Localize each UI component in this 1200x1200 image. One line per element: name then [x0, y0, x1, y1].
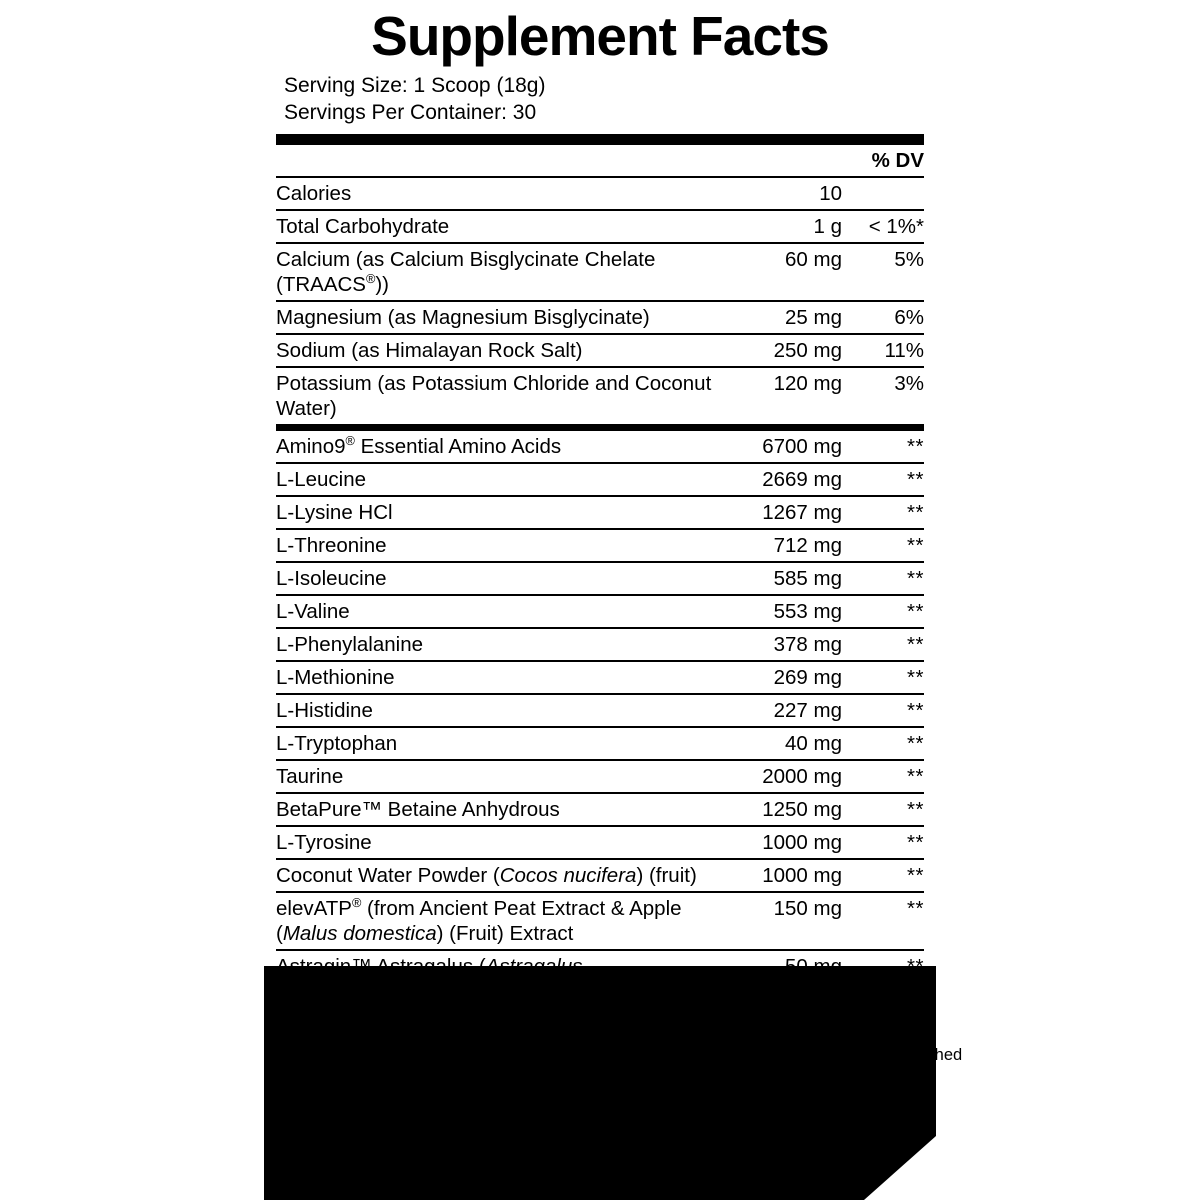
table-row [276, 334, 924, 367]
table-row [276, 595, 924, 628]
nutrition-table-amino [276, 431, 924, 1032]
row-dv: ** [842, 793, 924, 826]
row-amount: 60 mg [724, 243, 842, 301]
row-dv: ** [842, 628, 924, 661]
table-row [276, 243, 924, 301]
row-name: L-Threonine [276, 529, 724, 562]
table-row [276, 431, 924, 463]
row-dv: ** [842, 727, 924, 760]
row-dv [842, 177, 924, 210]
row-name: L-Tyrosine [276, 826, 724, 859]
table-row [276, 859, 924, 892]
table-row [276, 463, 924, 496]
table-row [276, 496, 924, 529]
row-name: L-Methionine [276, 661, 724, 694]
table-row [276, 892, 924, 950]
page-title: Supplement Facts [371, 5, 829, 67]
row-name: Coconut Water Powder (Cocos nucifera) (fruit) [276, 859, 724, 892]
row-amount: 40 mg [724, 727, 842, 760]
row-amount: 269 mg [724, 661, 842, 694]
row-amount: 150 mg [724, 892, 842, 950]
footnote-right: ** Daily Value (DV) not established [708, 1046, 963, 1065]
divider-medium-bottom [276, 1032, 924, 1039]
divider-medium [276, 424, 924, 431]
row-amount: 712 mg [724, 529, 842, 562]
table-row [276, 694, 924, 727]
table-row [276, 727, 924, 760]
table-header-row [276, 145, 924, 177]
row-dv: ** [842, 431, 924, 463]
row-name: L-Leucine [276, 463, 724, 496]
row-name: Potassium (as Potassium Chloride and Coconut Water) [276, 372, 712, 421]
row-dv: < 1%* [842, 210, 924, 243]
header-dv: % DV [842, 145, 924, 177]
row-name: Calories [276, 177, 724, 210]
row-dv: ** [842, 463, 924, 496]
row-name: Magnesium (as Magnesium Bisglycinate) [276, 301, 724, 334]
row-dv: ** [842, 826, 924, 859]
divider-thick-top [276, 134, 924, 145]
row-name: L-Isoleucine [276, 562, 724, 595]
table-row [276, 793, 924, 826]
row-name: BetaPure™ Betaine Anhydrous [276, 793, 724, 826]
row-amount: 1000 mg [724, 859, 842, 892]
row-name: Total Carbohydrate [276, 210, 724, 243]
row-dv: 6% [842, 301, 924, 334]
row-name: Taurine [276, 760, 724, 793]
row-amount: 6700 mg [724, 431, 842, 463]
serving-size-text: Serving Size: 1 Scoop (18g) [284, 73, 546, 97]
table-row [276, 760, 924, 793]
table-row [276, 661, 924, 694]
row-name: elevATP® (from Ancient Peat Extract & Apple (Malus domestica) (Fruit) Extract [276, 892, 724, 950]
row-amount: 2000 mg [724, 760, 842, 793]
footnote-left: * Percent Daily Values are based on a 2000 calorie diet [284, 1046, 688, 1065]
row-amount: 10 [724, 177, 842, 210]
row-dv: ** [842, 661, 924, 694]
header-amount [724, 145, 842, 177]
row-amount: 378 mg [724, 628, 842, 661]
servings-per-container-text: Servings Per Container: 30 [284, 101, 537, 125]
row-amount: 1 g [724, 210, 842, 243]
row-dv: ** [907, 955, 924, 979]
row-name: L-Valine [276, 595, 724, 628]
table-row [276, 562, 924, 595]
table-row [276, 210, 924, 243]
row-dv: ** [842, 760, 924, 793]
row-dv: ** [842, 859, 924, 892]
row-dv: 3% [894, 372, 924, 396]
row-dv: ** [842, 529, 924, 562]
table-row [276, 628, 924, 661]
row-amount: 2669 mg [724, 463, 842, 496]
row-dv: ** [842, 595, 924, 628]
footnote [276, 1039, 963, 1071]
row-dv: ** [842, 892, 924, 950]
row-amount: 553 mg [724, 595, 842, 628]
table-row [276, 529, 924, 562]
nutrition-table [276, 145, 924, 424]
row-amount: 250 mg [724, 334, 842, 367]
row-name: Sodium (as Himalayan Rock Salt) [276, 334, 724, 367]
row-name: L-Lysine HCl [276, 496, 724, 529]
row-dv: 11% [842, 334, 924, 367]
supplement-facts-panel [276, 5, 963, 1071]
row-amount: 227 mg [724, 694, 842, 727]
row-name: L-Tryptophan [276, 727, 724, 760]
row-amount: 585 mg [724, 562, 842, 595]
table-row [276, 826, 924, 859]
row-name: L-Phenylalanine [276, 628, 724, 661]
row-amount: 1250 mg [724, 793, 842, 826]
table-row [276, 367, 924, 424]
row-amount: 1267 mg [724, 496, 842, 529]
row-dv: 5% [842, 243, 924, 301]
table-row [276, 950, 924, 1032]
table-row [276, 177, 924, 210]
header-blank [276, 145, 724, 177]
row-amount: 25 mg [724, 301, 842, 334]
row-dv: ** [842, 562, 924, 595]
row-name: Amino9® Essential Amino Acids [276, 431, 724, 463]
row-amount: 120 mg [773, 372, 842, 396]
row-name: Calcium (as Calcium Bisglycinate Chelate (TRAACS®)) [276, 243, 724, 301]
table-row [276, 301, 924, 334]
row-amount: 1000 mg [724, 826, 842, 859]
row-dv: ** [842, 694, 924, 727]
row-name: Astragin™ Astragalus (Astragalus membranaceus) (Root) Extract & Tienchi ginseng (Panax notoginseng) (Root) Extract [276, 955, 724, 1029]
row-dv: ** [842, 496, 924, 529]
row-name: L-Histidine [276, 694, 724, 727]
row-amount: 50 mg [785, 955, 842, 979]
